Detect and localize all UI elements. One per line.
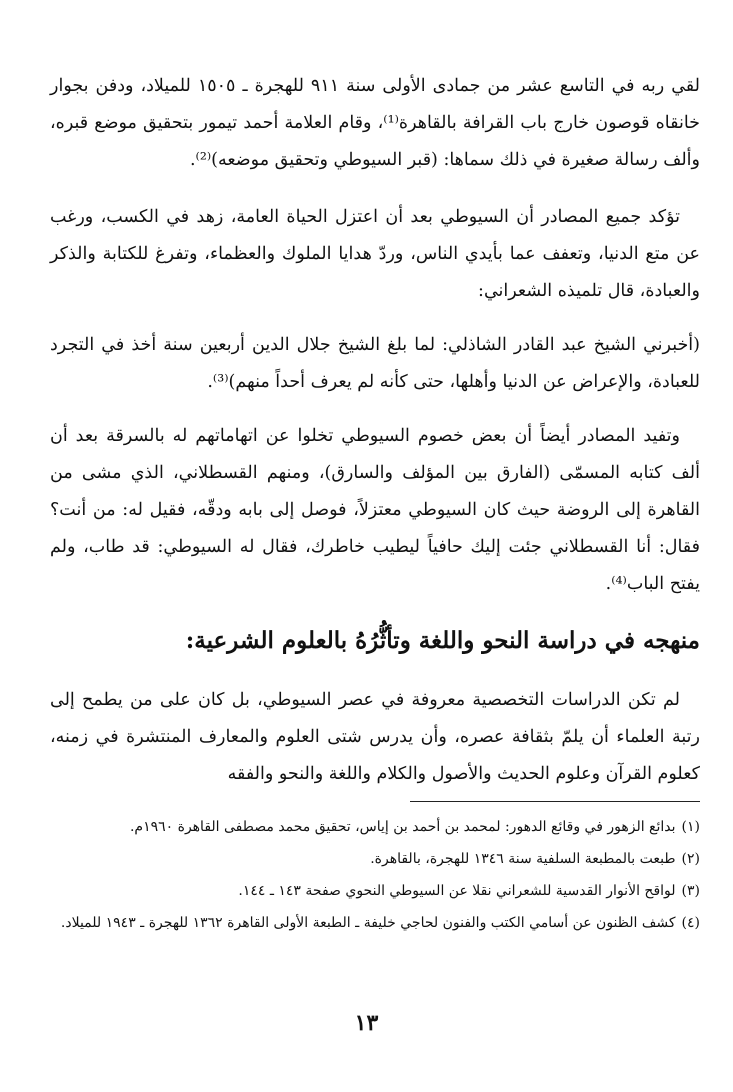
footnote-2 (50, 845, 700, 873)
paragraph-burial: لقي ربه في التاسع عشر من جمادى الأولى سنة ٩١١ للهجرة ـ ١٥٠٥ للميلاد، ودفن بجوار خانقاه قوصون خارج باب القرافة بالقاهرة⁽¹⁾، وقام العلامة أحمد تيمور بتحقيق موضع قبره، وألف رسالة صغيرة في ذلك سماها: (قبر السيوطي وتحقيق موضعه)⁽²⁾. (50, 76, 700, 170)
paragraph-asceticism: تؤكد جميع المصادر أن السيوطي بعد أن اعتزل الحياة العامة، زهد في الكسب، ورغب عن متع الدنيا، وتعفف عما بأيدي الناس، وردّ هدايا الملوك والعظماء، وتفرغ للكتابة والذكر والعبادة، قال تلميذه الشعراني: (50, 207, 700, 301)
footnote-text: لواقح الأنوار القدسية للشعراني نقلا عن السيوطي النحوي صفحة ١٤٣ ـ ١٤٤. (238, 883, 676, 899)
footnote-text: طبعت بالمطبعة السلفية سنة ١٣٤٦ للهجرة، بالقاهرة. (370, 851, 676, 867)
paragraph-quotation: (أخبرني الشيخ عبد القادر الشاذلي: لما بلغ الشيخ جلال الدين أربعين سنة أخذ في التجرد للعبادة، والإعراض عن الدنيا وأهلها، حتى كأنه لم يعرف أحداً منهم)⁽³⁾. (50, 335, 700, 392)
footnote-number: (١) (681, 819, 700, 835)
footnote-number: (٢) (681, 851, 700, 867)
footnote-number: (٤) (681, 915, 700, 931)
section-heading: منهجه في دراسة النحو واللغة وتأثُّرُهُ بالعلوم الشرعية: (185, 627, 700, 654)
footnote-text: كشف الظنون عن أسامي الكتب والفنون لحاجي خليفة ـ الطبعة الأولى القاهرة ١٣٦٢ للهجرة ـ ١٩٤٣ للميلاد. (60, 915, 676, 931)
footnote-3 (50, 877, 700, 905)
footnotes-list (50, 813, 700, 941)
footnote-text: بدائع الزهور في وقائع الدهور: لمحمد بن أحمد بن إياس، تحقيق محمد مصطفى القاهرة ١٩٦٠م. (129, 819, 676, 835)
paragraph-opponents: وتفيد المصادر أيضاً أن بعض خصوم السيوطي تخلوا عن اتهاماتهم له بالسرقة بعد أن ألف كتابه المسمّى (الفارق بين المؤلف والسارق)، ومنهم القسطلاني، الذي مشى من القاهرة إلى الروضة حيث كان السيوطي معتزلاً، فوصل إلى بابه ودقّه، فقيل له: من أنت؟ فقال: أنا القسطلاني جئت إليك حافياً ليطيب خاطرك، فقال له السيوطي: قد طاب، ولم يفتح الباب⁽⁴⁾. (50, 426, 700, 594)
footnote-divider (410, 801, 700, 802)
footnote-number: (٣) (681, 883, 700, 899)
footnote-4 (50, 909, 700, 937)
page-number: ١٣ (354, 1010, 379, 1036)
paragraph-studies: لم تكن الدراسات التخصصية معروفة في عصر السيوطي، بل كان على من يطمح إلى رتبة العلماء أن يلمّ بثقافة عصره، وأن يدرس شتى العلوم والمعارف المنتشرة في زمنه، كعلوم القرآن وعلوم الحديث والأصول والكلام واللغة والنحو والفقه (50, 690, 700, 784)
footnote-1 (50, 813, 700, 841)
